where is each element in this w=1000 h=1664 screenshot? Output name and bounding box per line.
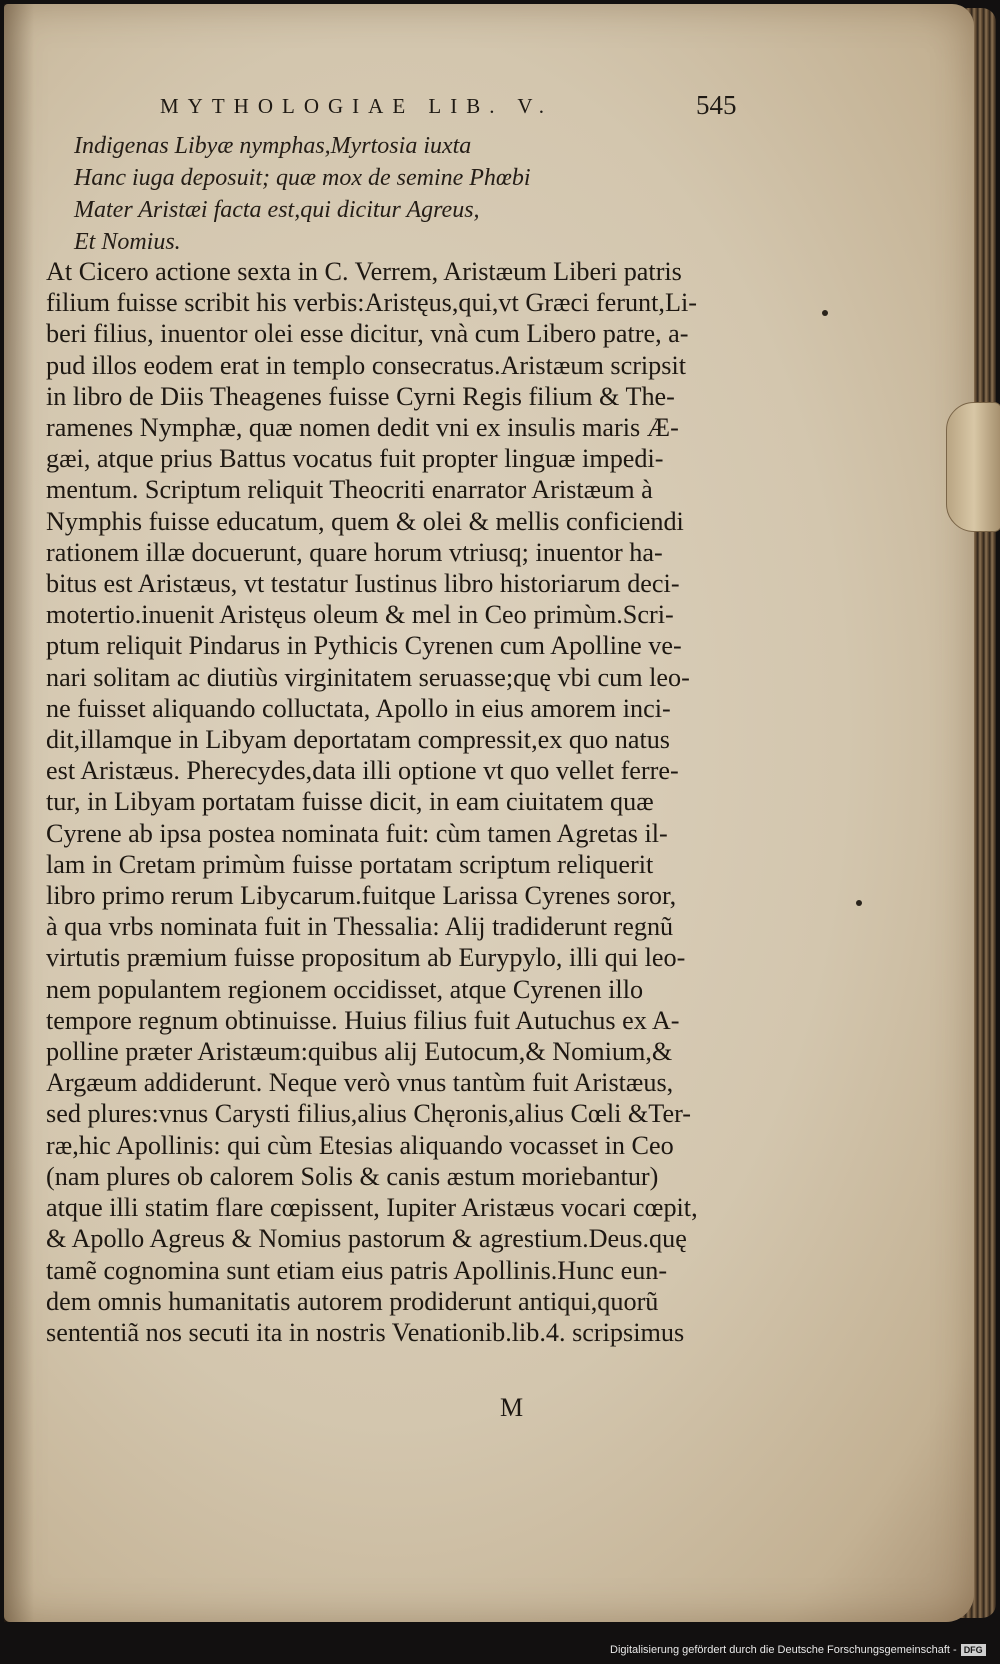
text-line: sed plures:vnus Carysti filius,alius Chęronis,alius Cœli &Ter- [46,1099,691,1129]
credit-text: Digitalisierung gefördert durch die Deutsche Forschungsgemeinschaft - [610,1644,957,1656]
text-line: motertio.inuenit Aristęus oleum & mel in Ceo primùm.Scri- [46,600,674,630]
text-line: virtutis præmium fuisse propositum ab Eurypylo, illi qui leo- [46,943,686,973]
verse-line: Mater Aristæi facta est,qui dicitur Agreus, [74,197,480,223]
text-line: filium fuisse scribit his verbis:Aristęus,qui,vt Græci ferunt,Li- [46,288,697,318]
text-line: bitus est Aristæus, vt testatur Iustinus libro historiarum deci- [46,569,680,599]
page-clip [946,402,1000,532]
text-line: polline præter Aristæum:quibus alij Eutocum,& Nomium,& [46,1037,673,1067]
text-line: libro primo rerum Libycarum.fuitque Larissa Cyrenes soror, [46,881,677,911]
text-line: in libro de Diis Theagenes fuisse Cyrni Regis filium & The- [46,381,675,411]
text-line: tamẽ cognomina sunt etiam eius patris Apollinis.Hunc eun- [46,1255,668,1285]
text-line: tempore regnum obtinuisse. Huius filius fuit Autuchus ex A- [46,1005,680,1035]
text-line: atque illi statim flare cœpissent, Iupiter Aristæus vocari cœpit, [46,1193,698,1223]
ink-spot [856,900,862,906]
text-line: Argæum addiderunt. Neque verò vnus tantùm fuit Aristæus, [46,1068,674,1098]
text-line: & Apollo Agreus & Nomius pastorum & agrestium.Deus.quę [46,1224,687,1254]
text-line: gæi, atque prius Battus vocatus fuit propter linguæ impedi- [46,444,664,474]
text-line: ptum reliquit Pindarus in Pythicis Cyrenen cum Apolline ve- [46,631,682,661]
verse-line: Indigenas Libyæ nymphas,Myrtosia iuxta [74,133,472,159]
text-line: ramenes Nymphæ, quæ nomen dedit vni ex insulis maris Æ- [46,413,679,443]
digitization-credit [610,1644,986,1656]
text-line: ne fuisset aliquando colluctata, Apollo in eius amorem inci- [46,693,671,723]
text-line: pud illos eodem erat in templo consecratus.Aristæum scripsit [46,350,687,380]
text-line: mentum. Scriptum reliquit Theocriti enarrator Aristæum à [46,475,653,505]
text-line: Nymphis fuisse educatum, quem & olei & mellis conficiendi [46,506,684,536]
verse-line: Hanc iuga deposuit; quæ mox de semine Phœbi [74,165,531,191]
text-line: sententiã nos secuti ita in nostris Venationib.lib.4. scripsimus [46,1317,685,1347]
text-line: rationem illæ docuerunt, quare horum vtriusq; inuentor ha- [46,537,663,567]
text-line: At Cicero actione sexta in C. Verrem, Aristæum Liberi patris [46,257,682,286]
dfg-logo: DFG [961,1644,986,1656]
text-line: beri filius, inuentor olei esse dicitur, vnà cum Libero patre, a- [46,319,689,349]
text-line: nari solitam ac diutiùs virginitatem seruasse;quę vbi cum leo- [46,662,690,692]
running-head: MYTHOLOGIAE LIB. V. [160,94,554,118]
text-line: Cyrene ab ipsa postea nominata fuit: cùm tamen Agretas il- [46,818,668,848]
text-line: ræ,hic Apollinis: qui cùm Etesias aliquando vocasset in Ceo [46,1130,674,1160]
signature-mark: M [500,1393,524,1422]
text-line: lam in Cretam primùm fuisse portatam scriptum reliquerit [46,849,654,879]
text-line: nem populantem regionem occidisset, atque Cyrenen illo [46,974,644,1004]
text-line: à qua vrbs nominata fuit in Thessalia: Alij tradiderunt regnũ [46,912,674,942]
text-line: (nam plures ob calorem Solis & canis æstum moriebantur) [46,1161,659,1191]
gutter-shadow [4,4,34,1622]
text-line: est Aristæus. Pherecydes,data illi optione vt quo vellet ferre- [46,756,679,786]
verse-line: Et Nomius. [74,229,181,255]
body-text [46,256,736,1348]
ink-spot [822,310,828,316]
page-number: 545 [696,90,737,120]
text-line: tur, in Libyam portatam fuisse dicit, in eam ciuitatem quæ [46,787,654,817]
text-line: dit,illamque in Libyam deportatam compressit,ex quo natus [46,725,670,755]
text-line: dem omnis humanitatis autorem prodiderunt antiqui,quorũ [46,1286,659,1316]
verse-quotation [74,130,694,258]
